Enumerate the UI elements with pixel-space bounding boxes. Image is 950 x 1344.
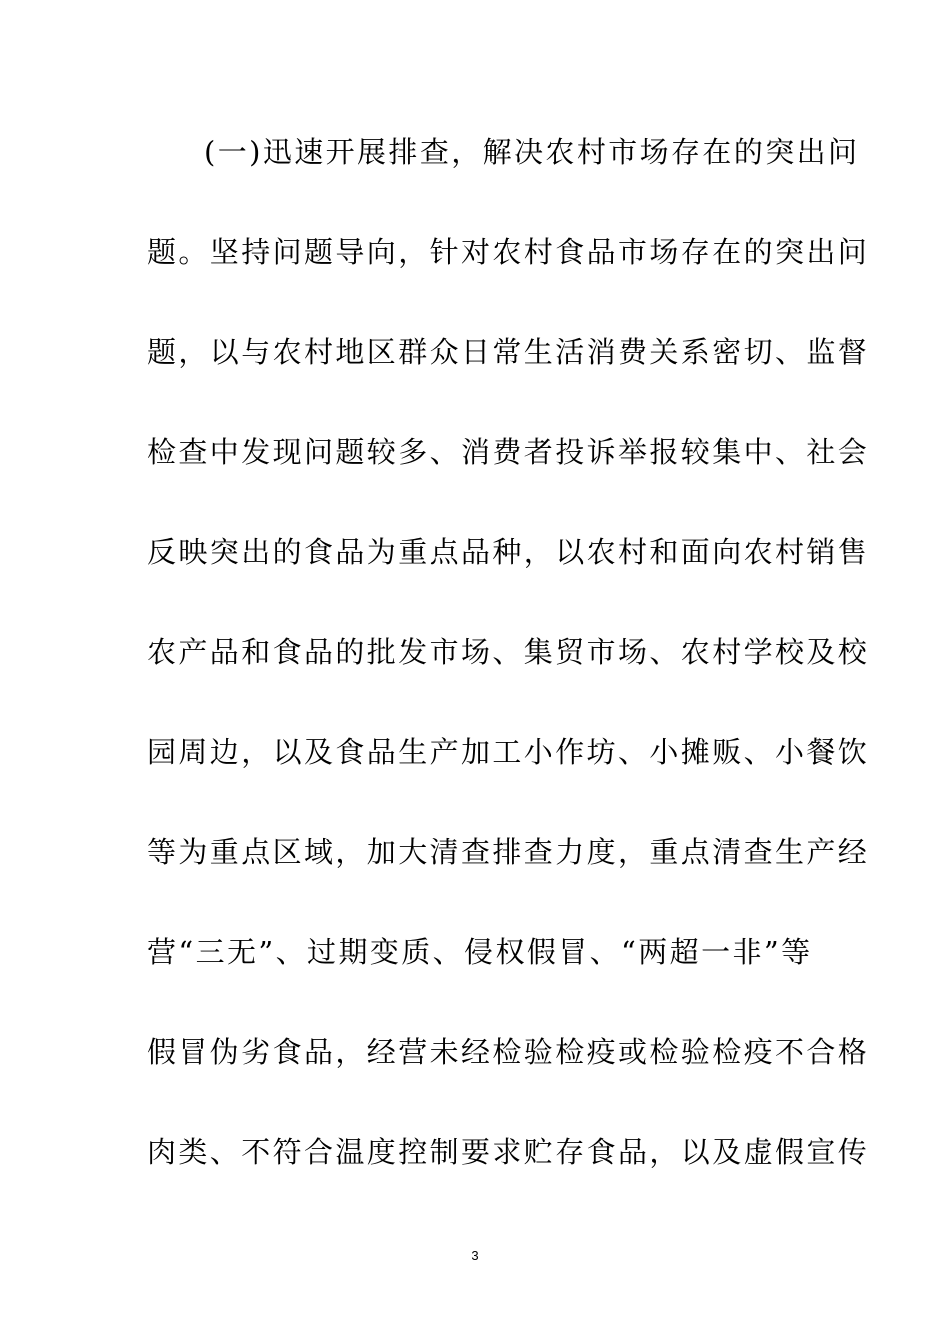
paragraph-line-5: 反映突出的食品为重点品种，以农村和面向农村销售 bbox=[147, 535, 870, 569]
paragraph-line-1: (一)迅速开展排查，解决农村市场存在的突出问 bbox=[204, 135, 860, 169]
paragraph-line-7: 园周边，以及食品生产加工小作坊、小摊贩、小餐饮 bbox=[147, 735, 870, 769]
page-number: 3 bbox=[471, 1248, 479, 1263]
paragraph-line-8: 等为重点区域，加大清查排查力度，重点清查生产经 bbox=[147, 835, 870, 869]
paragraph-line-2: 题。坚持问题导向，针对农村食品市场存在的突出问 bbox=[147, 235, 870, 269]
paragraph-line-3: 题，以与农村地区群众日常生活消费关系密切、监督 bbox=[147, 335, 870, 369]
paragraph-line-4: 检查中发现问题较多、消费者投诉举报较集中、社会 bbox=[147, 435, 870, 469]
paragraph-line-9: 营“三无”、过期变质、侵权假冒、“两超一非”等 bbox=[147, 935, 813, 969]
paragraph-line-11: 肉类、不符合温度控制要求贮存食品，以及虚假宣传 bbox=[147, 1135, 870, 1169]
body-paragraph bbox=[147, 128, 870, 1228]
paragraph-line-10: 假冒伪劣食品，经营未经检验检疫或检验检疫不合格 bbox=[147, 1035, 870, 1069]
paragraph-line-6: 农产品和食品的批发市场、集贸市场、农村学校及校 bbox=[147, 635, 870, 669]
